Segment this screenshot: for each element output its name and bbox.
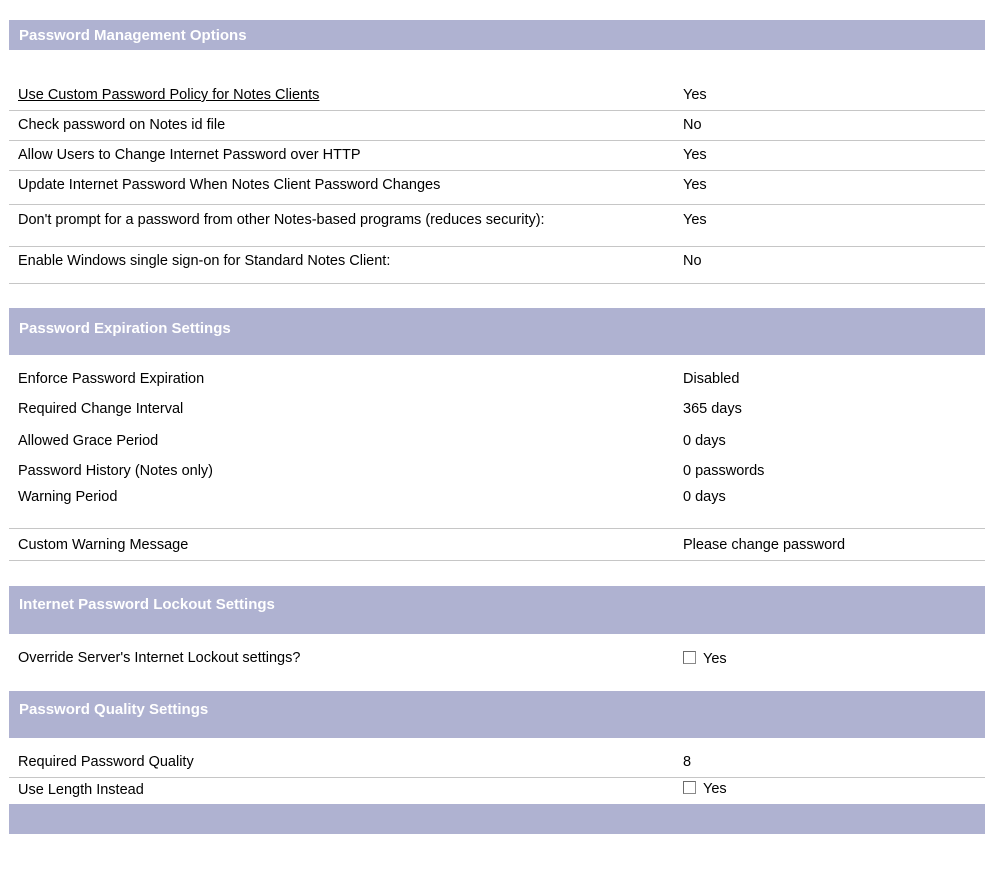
- row-value: 8: [683, 754, 692, 770]
- row-override-lockout: [9, 644, 985, 674]
- row-required-password-quality: [9, 748, 985, 778]
- section-title: Password Quality Settings: [19, 701, 209, 718]
- row-label: Warning Period: [18, 489, 118, 505]
- use-length-checkbox-group: [683, 781, 727, 797]
- section-header-internet-lockout: [9, 586, 985, 634]
- row-custom-password-policy: [9, 81, 985, 111]
- row-label: Custom Warning Message: [18, 537, 189, 553]
- section-title: Internet Password Lockout Settings: [19, 596, 275, 613]
- row-value: 0 days: [683, 433, 726, 449]
- row-value: Please change password: [683, 537, 846, 553]
- row-check-password-id-file: [9, 111, 985, 141]
- section-footer-bar: [9, 804, 985, 834]
- row-value: Disabled: [683, 371, 740, 387]
- row-windows-single-sign-on: [9, 247, 985, 284]
- row-label: Required Change Interval: [18, 401, 184, 417]
- section-title: Password Expiration Settings: [19, 320, 231, 337]
- row-value: Yes: [683, 87, 707, 103]
- row-required-change-interval: [9, 395, 985, 427]
- row-value: Yes: [683, 177, 707, 193]
- section-title: Password Management Options: [19, 27, 247, 44]
- section-header-password-quality: [9, 691, 985, 738]
- row-label: Required Password Quality: [18, 754, 194, 770]
- row-enforce-password-expiration: [9, 363, 985, 395]
- row-label: Password History (Notes only): [18, 463, 213, 479]
- row-label: Enable Windows single sign-on for Standard Notes Client:: [18, 253, 391, 269]
- row-update-internet-password: [9, 171, 985, 205]
- row-label: Use Length Instead: [18, 782, 144, 798]
- row-label: Allowed Grace Period: [18, 433, 159, 449]
- override-lockout-checkbox-group: [683, 651, 727, 667]
- row-label: Override Server's Internet Lockout settings?: [18, 650, 301, 666]
- row-label: Enforce Password Expiration: [18, 371, 205, 387]
- row-value: 365 days: [683, 401, 742, 417]
- checkbox-label: Yes: [703, 781, 727, 797]
- row-change-internet-password-http: [9, 141, 985, 171]
- row-value: 0 days: [683, 489, 726, 505]
- use-length-checkbox[interactable]: [683, 781, 696, 794]
- row-label: Don't prompt for a password from other Notes-based programs (reduces security):: [18, 212, 545, 228]
- row-value: Yes: [683, 212, 707, 228]
- row-allowed-grace-period: [9, 427, 985, 457]
- row-custom-warning-message: [9, 529, 985, 561]
- row-label: Check password on Notes id file: [18, 117, 226, 133]
- custom-password-policy-link[interactable]: Use Custom Password Policy for Notes Clients: [18, 87, 320, 103]
- row-value: No: [683, 117, 702, 133]
- section-header-password-expiration: [9, 308, 985, 355]
- row-label: Update Internet Password When Notes Client Password Changes: [18, 177, 441, 193]
- row-dont-prompt-password: [9, 205, 985, 247]
- policy-form: [9, 20, 985, 834]
- section-header-password-management: [9, 20, 985, 50]
- row-password-history: [9, 457, 985, 483]
- override-lockout-checkbox[interactable]: [683, 651, 696, 664]
- checkbox-label: Yes: [703, 651, 727, 667]
- row-value: Yes: [683, 147, 707, 163]
- row-value: 0 passwords: [683, 463, 765, 479]
- row-label: Allow Users to Change Internet Password over HTTP: [18, 147, 361, 163]
- row-warning-period: [9, 483, 985, 529]
- row-use-length-instead: [9, 778, 985, 804]
- row-value: No: [683, 253, 702, 269]
